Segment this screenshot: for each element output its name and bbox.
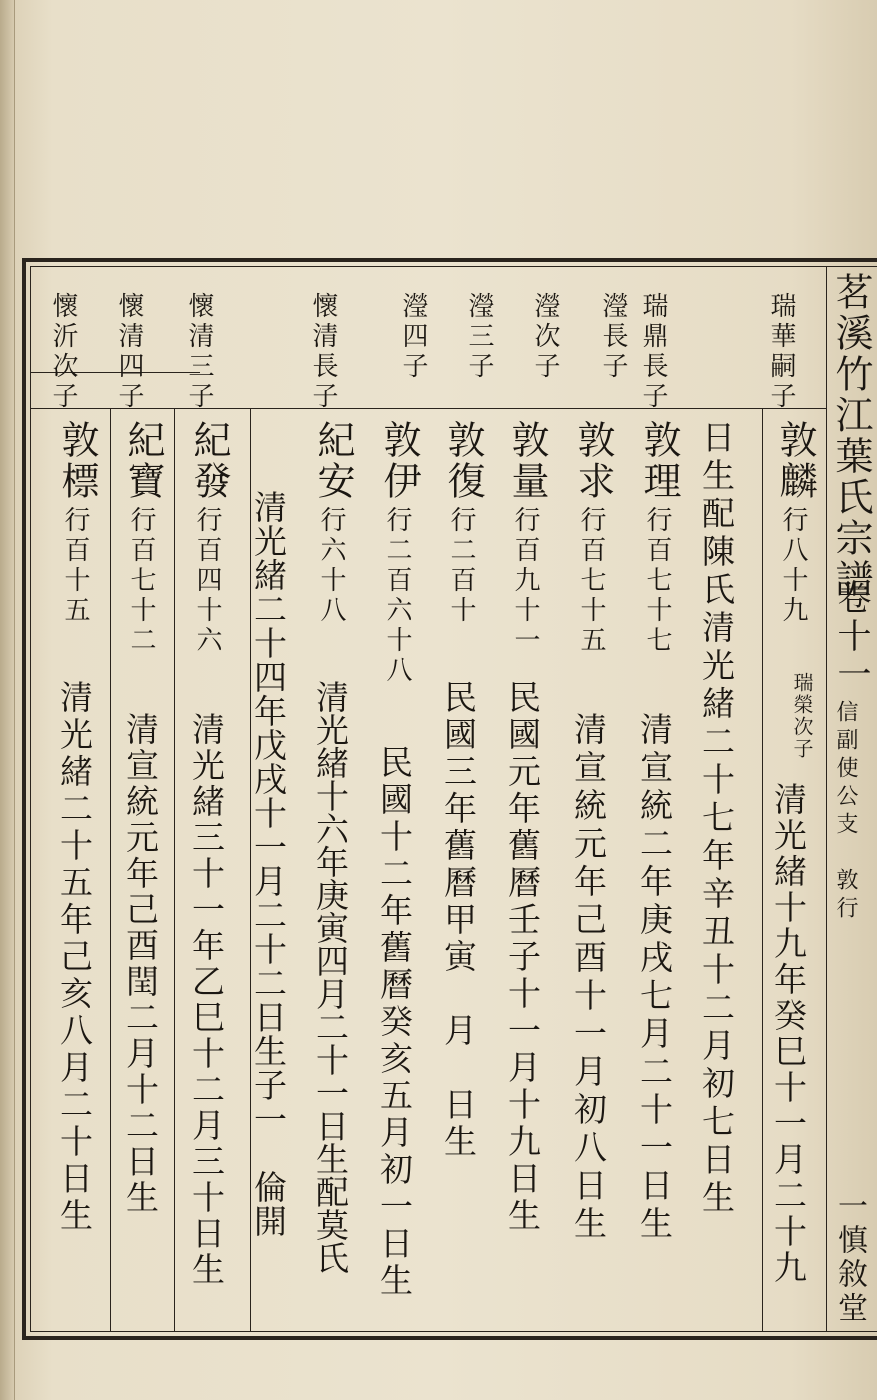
- entry-text: 民國元年舊曆壬子十一月十九日生: [503, 680, 542, 1235]
- section-divider: [30, 408, 826, 409]
- person-name: 敦標: [55, 420, 99, 502]
- person-name: 敦理: [637, 420, 681, 502]
- column-rule: [174, 408, 175, 1332]
- person-name: 敦伊: [377, 420, 421, 502]
- parent-entry: 瀅三子: [464, 292, 494, 382]
- parent-entry: 瀅四子: [398, 292, 428, 382]
- entry-text: 清光緒三十一年乙巳十二月三十日生: [187, 712, 226, 1288]
- person-name: 敦麟: [773, 420, 817, 502]
- entry-text: 清宣統元年己酉十一月初八日生: [569, 712, 608, 1244]
- person-name: 紀寶: [121, 420, 165, 502]
- generation-number: 行二百六十八: [382, 506, 412, 686]
- column-rule: [762, 408, 763, 1332]
- generation-number: 行二百十: [446, 506, 476, 626]
- branch-label: 信副使公支 敦行: [833, 700, 858, 924]
- entry-text: 清光緒十六年庚寅四月二十一日生配莫氏: [311, 680, 350, 1274]
- parent-entry: 懷清長子: [308, 292, 338, 412]
- parent-entry: 瑞華嗣子: [766, 292, 796, 412]
- entry-text: 民國三年舊曆甲寅 月 日生: [439, 680, 478, 1161]
- person-name: 紀安: [311, 420, 355, 502]
- parent-entry: 懷清三子: [184, 292, 214, 412]
- entry-text: 清宣統二年庚戌七月二十一日生: [635, 712, 674, 1244]
- generation-number: 行百七十五: [576, 506, 606, 656]
- person-name: 敦求: [571, 420, 615, 502]
- generation-number: 行百十五: [60, 506, 90, 626]
- entry-text: 清光緒二十四年戊戌十一月二十二日生子一 倫開: [249, 490, 288, 1238]
- entry-text: 清光緒十九年癸巳十一月二十九: [769, 782, 808, 1286]
- entry-text: 民國十二年舊曆癸亥五月初一日生: [375, 745, 414, 1300]
- entry-text: 日生配陳氏清光緒二十七年辛丑十二月初七日生: [697, 420, 736, 1218]
- book-title: 茗溪竹江葉氏宗譜: [829, 272, 873, 600]
- hall-name: 一慎敘堂: [832, 1190, 867, 1326]
- parent-entry: 懷清四子: [114, 292, 144, 412]
- entry-text: 清宣統元年己酉閏二月十二日生: [121, 712, 160, 1216]
- generation-number: 行八十九: [778, 506, 808, 626]
- entry-text: 清光緒二十五年己亥八月二十日生: [55, 680, 94, 1235]
- binding-gutter: [0, 0, 15, 1400]
- parent-entry: 瑞鼎長子: [638, 292, 668, 412]
- generation-number: 行百四十六: [192, 506, 222, 656]
- parent-entry: 瀅長子: [598, 292, 628, 382]
- ruirong-note: 瑞榮次子: [790, 672, 814, 760]
- generation-number: 行六十八: [316, 506, 346, 626]
- parent-entry: 瀅次子: [530, 292, 560, 382]
- person-name: 紀發: [187, 420, 231, 502]
- person-name: 敦量: [505, 420, 549, 502]
- column-rule: [110, 408, 111, 1332]
- person-name: 敦復: [441, 420, 485, 502]
- generation-number: 行百九十一: [510, 506, 540, 656]
- generation-number: 行百七十七: [642, 506, 672, 656]
- volume-label: 卷十一: [831, 580, 871, 694]
- generation-number: 行百七十二: [126, 506, 156, 656]
- parent-entry: 懷沂次子: [48, 292, 78, 412]
